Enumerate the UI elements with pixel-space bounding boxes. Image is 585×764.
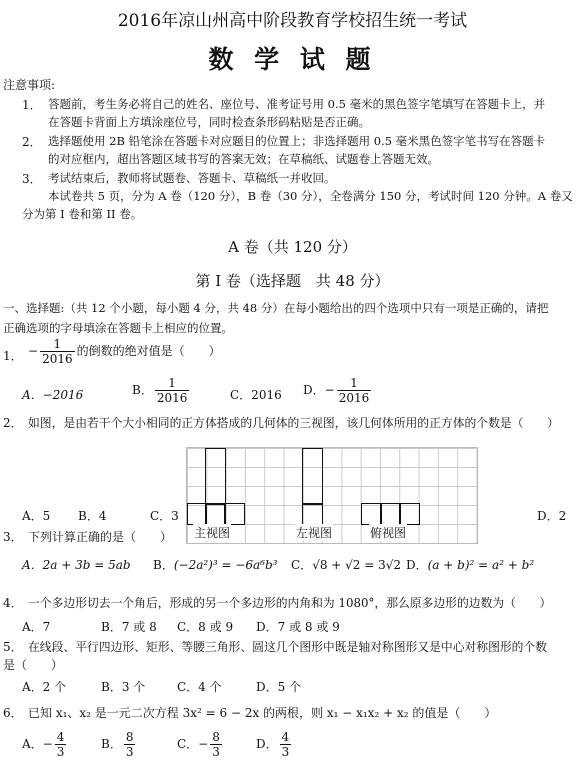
q2-option-c: C．3 (150, 509, 179, 523)
q3-option-c-expr: √8 + √2 = 3√2 (312, 558, 402, 572)
note-3-num: 3． (22, 172, 42, 186)
q1-option-b-label: B． (132, 383, 153, 397)
q1-frac-num: 1 (40, 337, 75, 352)
q1-option-d-frac (337, 376, 372, 405)
q5-option-d: D．5 个 (256, 680, 302, 694)
q3-option-d-label: D． (406, 558, 428, 572)
section-intro-line1: 一、选择题:（共 12 个小题，每小题 4 分，共 48 分）在每小题给出的四个选项中只有一项是正确的，请把 (3, 301, 549, 315)
note-1-line2: 在答题卡背面上方填涂座位号，同时检查条形码粘贴是否正确。 (48, 115, 370, 129)
q2-option-d: D．2 (537, 509, 567, 523)
q6-option-b-label: B． (101, 737, 122, 751)
q2-option-b: B．4 (78, 509, 107, 523)
q1-option-d (303, 376, 373, 405)
section-intro-line2: 正确选项的字母填涂在答题卡上相应的位置。 (3, 321, 233, 335)
q1-d-num: 1 (337, 376, 372, 391)
q1-num: 1． (3, 349, 23, 363)
q1-b-den: 2016 (156, 391, 188, 405)
front-view-tall-column (205, 448, 226, 505)
left-view-tall-column (302, 448, 323, 505)
q2-option-a: A．5 (22, 509, 51, 523)
q4-option-c: C．8 或 9 (177, 620, 234, 634)
q1-option-c: C．2016 (230, 388, 282, 402)
q1-option-a: A．−2016 (22, 388, 84, 402)
note-3-line1: 考试结束后，教师将试题卷、答题卡、草稿纸一并收回。 (48, 171, 336, 185)
q6-option-c-label: C．− (177, 737, 209, 751)
left-view-cube-bottom (302, 503, 323, 525)
front-view-cube-right (224, 503, 245, 525)
top-view-cube-3 (399, 503, 420, 525)
q5-line2: 是（ ） (3, 658, 64, 672)
q3-option-d (406, 556, 534, 573)
top-view-label: 俯视图 (370, 526, 407, 540)
q4-option-b: B．7 或 8 (101, 620, 157, 634)
q6-option-d-label: D． (256, 737, 278, 751)
q6-option-d (256, 730, 293, 759)
q6-d-num: 4 (281, 730, 290, 744)
subject-title: 数 学 试 题 (208, 45, 377, 74)
q6-option-a-frac (55, 730, 67, 759)
q6-option-d-frac (280, 730, 292, 759)
q3-text: 下列计算正确的是（ ） (28, 530, 173, 544)
notes-heading: 注意事项: (3, 78, 56, 92)
front-view-label: 主视图 (194, 526, 231, 540)
note-2-line2: 的对应框内，超出答题区域书写的答案无效；在草稿纸、试题卷上答题无效。 (48, 152, 439, 166)
q3-option-c (291, 556, 401, 573)
q1-d-den: 2016 (338, 391, 370, 405)
part1-title: 第 I 卷（选择题 共 48 分） (195, 272, 390, 290)
three-view-figure (186, 447, 478, 544)
q5-num: 5． (3, 640, 23, 654)
q5-option-b: B．3 个 (101, 680, 146, 694)
q3-option-b-expr: (−2a²)³ = −6a⁶b³ (173, 558, 278, 572)
q6-option-a-label: A．− (22, 737, 53, 751)
top-view-cube-1 (361, 503, 382, 525)
q3-num: 3． (3, 530, 23, 544)
q3-option-a: A．2a + 3b = 5ab (22, 558, 131, 572)
q6-c-den: 3 (212, 745, 220, 759)
q6-option-a (22, 730, 68, 759)
q1-frac-den: 2016 (42, 352, 73, 366)
note-2-line1: 选择题使用 2B 铅笔涂在答题卡对应题目的位置上；非选择题用 0.5 毫米黑色签字笔书写在答题卡 (48, 134, 546, 148)
q6-d-den: 3 (281, 745, 290, 759)
q4-option-d: D．7 或 8 或 9 (256, 620, 340, 634)
q1-text: 的倒数的绝对值是（ ） (76, 344, 221, 358)
q6-option-b-frac (124, 730, 136, 759)
q6-c-num: 8 (212, 730, 220, 744)
q3-option-b (153, 556, 278, 573)
q3-option-d-expr: (a + b)² = a² + b² (427, 558, 535, 572)
q2-text: 如图，是由若干个大小相同的正方体搭成的几何体的三视图，该几何体所用的正方体的个数是（ ） (28, 416, 559, 430)
q6-option-c (177, 730, 224, 759)
top-view-cube-2 (380, 503, 401, 525)
q6-a-den: 3 (56, 745, 65, 759)
q1-option-d-label: D．− (303, 383, 335, 397)
q6-option-c-frac (210, 730, 222, 759)
q6-a-num: 4 (56, 730, 65, 744)
q6-b-den: 3 (125, 745, 134, 759)
q6-num: 6． (3, 706, 23, 720)
q3-option-c-label: C． (291, 558, 313, 572)
q5-line1: 在线段、平行四边形、矩形、等腰三角形、圆这几个图形中既是轴对称图形又是中心对称图形的个数 (28, 640, 548, 654)
q1-neg: − (28, 344, 39, 358)
q4-text: 一个多边形切去一个角后，形成的另一个多边形的内角和为 1080°，那么原多边形的边数为（ ） (28, 596, 552, 610)
q1-fraction (40, 337, 75, 366)
front-view-cube-left (187, 503, 207, 525)
section-a-title: A 卷（共 120 分） (228, 238, 357, 256)
q1-option-b (132, 376, 191, 405)
q5-option-a: A．2 个 (22, 680, 67, 694)
q4-option-a: A．7 (22, 620, 51, 634)
q1-stem (28, 337, 221, 366)
q1-option-b-frac (155, 376, 190, 405)
summary-line1: 本试卷共 5 页，分为 A 卷（120 分），B 卷（30 分），全卷满分 150 分，考试时间 120 分钟。A 卷又 (48, 189, 573, 203)
note-1-line1: 答题前，考生务必将自己的姓名、座位号、准考证号用 0.5 毫米的黑色签字笔填写在答题卡上，并 (48, 97, 546, 111)
q3-option-b-label: B． (153, 558, 174, 572)
summary-line2: 分为第 I 卷和第 II 卷。 (22, 207, 143, 221)
note-1-num: 1． (22, 98, 42, 112)
q6-b-num: 8 (125, 730, 134, 744)
q6-text: 已知 x₁、x₂ 是一元二次方程 3x² = 6 − 2x 的两根，则 x₁ − x₁x₂ + x₂ 的值是（ ） (28, 706, 497, 720)
q4-num: 4． (3, 596, 23, 610)
exam-title: 2016年凉山州高中阶段教育学校招生统一考试 (117, 11, 468, 31)
note-2-num: 2． (22, 135, 42, 149)
q5-option-c: C．4 个 (177, 680, 222, 694)
q1-b-num: 1 (155, 376, 190, 391)
q6-option-b (101, 730, 137, 759)
front-view-cube-mid (205, 503, 226, 525)
left-view-label: 左视图 (296, 526, 333, 540)
q2-num: 2． (3, 416, 23, 430)
